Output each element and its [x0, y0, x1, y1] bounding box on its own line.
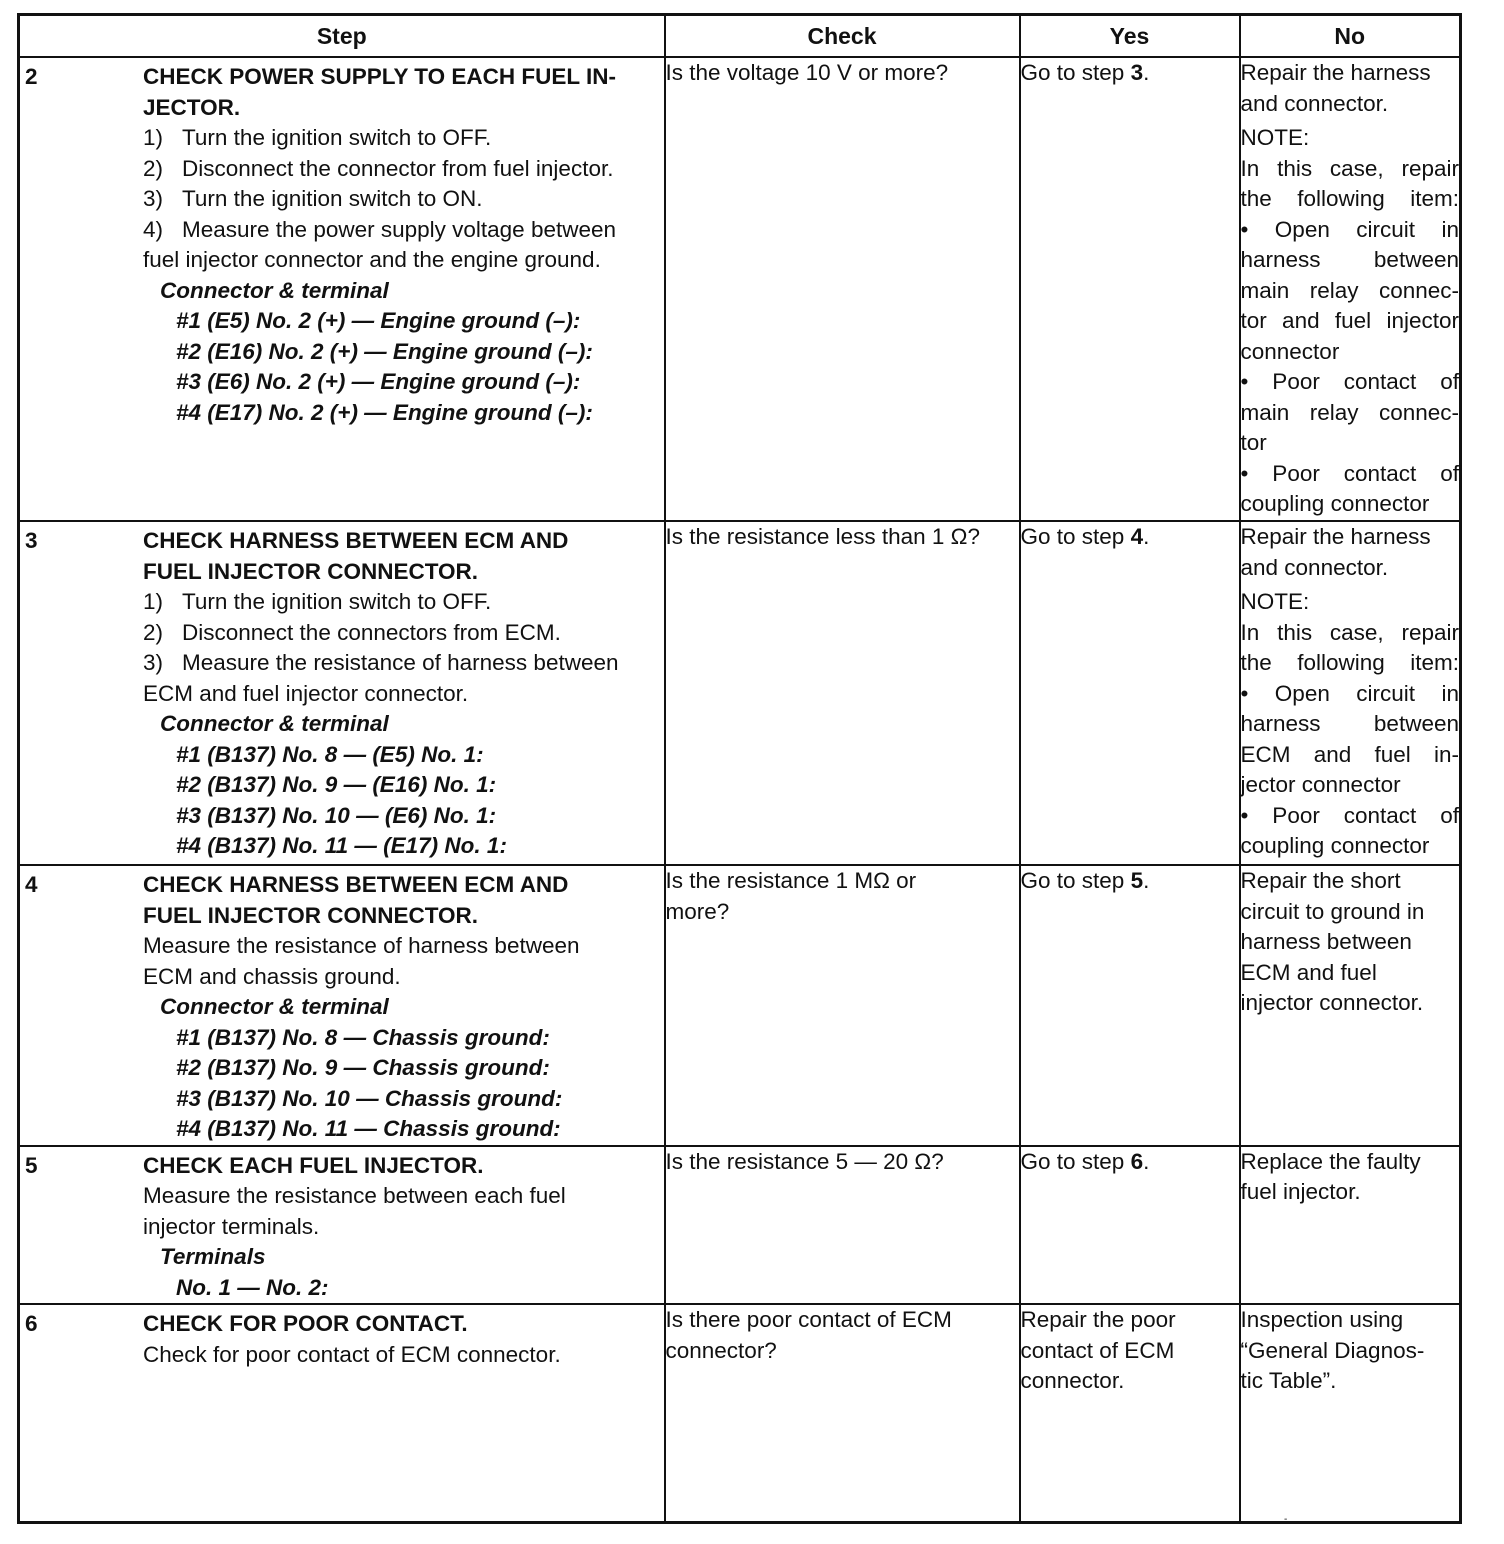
step-subheading: Connector & terminal — [160, 277, 389, 303]
check-line: Is the resistance 1 MΩ or — [665, 868, 917, 893]
no-cell — [1240, 1304, 1461, 1522]
no-text: Repair the short — [1240, 868, 1401, 893]
step-cell — [19, 1304, 665, 1522]
no-text: Repair the harness — [1240, 60, 1431, 85]
step-subheading: Connector & terminal — [160, 711, 389, 736]
terminal-line: #2 (B137) No. 9 — Chassis ground: — [176, 1055, 550, 1080]
check-line: Is there poor contact of ECM — [665, 1307, 952, 1332]
note-line: the following item: — [1240, 650, 1459, 675]
yes-cell — [1020, 1304, 1240, 1522]
table-row — [19, 1304, 1461, 1522]
step-text: injector terminals. — [143, 1213, 320, 1239]
yes-cell: Go to step 3. — [1020, 57, 1240, 521]
step-title: CHECK EACH FUEL INJECTOR. — [143, 1152, 484, 1178]
note-line: • Poor contact of — [1240, 369, 1459, 394]
table-row — [19, 57, 1461, 521]
yes-line: Repair the poor — [1020, 1307, 1176, 1332]
header-check: Check — [665, 15, 1020, 58]
yes-cell: Go to step 4. — [1020, 521, 1240, 865]
note-line: the following item: — [1240, 186, 1459, 211]
header-yes: Yes — [1020, 15, 1240, 58]
note-line: coupling connector — [1240, 833, 1430, 858]
note-line: tor — [1240, 430, 1267, 455]
step-action: 3) Measure the resistance of harness between — [143, 650, 619, 675]
note-line: main relay connec- — [1240, 277, 1459, 303]
step-number: 3 — [25, 528, 38, 553]
yes-line: connector. — [1020, 1368, 1125, 1393]
step-number: 4 — [25, 872, 38, 897]
note-line: In this case, repair — [1240, 619, 1459, 645]
yes-cell: Go to step 6. — [1020, 1146, 1240, 1305]
check-cell: Is the voltage 10 V or more? — [665, 57, 1020, 521]
note-line: jector connector — [1240, 772, 1401, 797]
note-line: • Poor contact of — [1240, 802, 1459, 828]
no-text: circuit to ground in — [1240, 898, 1425, 924]
check-cell: Is the resistance less than 1 Ω? — [665, 521, 1020, 865]
note-line: main relay connec- — [1240, 399, 1459, 425]
check-cell — [665, 1304, 1020, 1522]
step-subheading: Connector & terminal — [160, 994, 389, 1019]
step-title: FUEL INJECTOR CONNECTOR. — [143, 902, 479, 928]
terminal-line: #4 (B137) No. 11 — (E17) No. 1: — [176, 833, 507, 858]
note-line: harness between — [1240, 247, 1459, 272]
note-block — [1241, 587, 1460, 862]
step-number: 2 — [25, 64, 38, 89]
table-row — [19, 1146, 1461, 1305]
note-line: • Poor contact of — [1240, 460, 1459, 486]
yes-line: contact of ECM — [1020, 1337, 1175, 1363]
terminal-line: No. 1 — No. 2: — [176, 1274, 329, 1300]
note-line: • Open circuit in — [1240, 680, 1459, 706]
step-number: 5 — [25, 1152, 38, 1178]
terminal-line: #1 (E5) No. 2 (+) — Engine ground (–): — [176, 308, 581, 333]
step-cell — [19, 521, 665, 865]
step-text: Measure the resistance between each fuel — [143, 1183, 566, 1208]
no-text: and connector. — [1240, 554, 1389, 580]
terminal-line: #4 (B137) No. 11 — Chassis ground: — [176, 1116, 561, 1141]
terminal-line: #4 (E17) No. 2 (+) — Engine ground (–): — [176, 399, 593, 425]
check-cell: Is the resistance 5 — 20 Ω? — [665, 1146, 1020, 1305]
check-line: more? — [665, 898, 730, 924]
no-text: injector connector. — [1240, 990, 1424, 1015]
terminal-line: #3 (E6) No. 2 (+) — Engine ground (–): — [176, 369, 581, 394]
no-text: Inspection using — [1240, 1307, 1404, 1332]
terminal-line: #2 (E16) No. 2 (+) — Engine ground (–): — [176, 338, 593, 364]
no-text: Replace the faulty — [1240, 1148, 1421, 1174]
step-action: 3) Turn the ignition switch to ON. — [143, 186, 483, 211]
note-block — [1241, 123, 1460, 520]
note-line: harness between — [1240, 711, 1459, 736]
note-line: • Open circuit in — [1240, 216, 1459, 242]
table-row — [19, 521, 1461, 865]
header-step: Step — [19, 15, 665, 58]
no-text: “General Diagnos- — [1240, 1337, 1425, 1363]
diagnostic-table — [17, 13, 1462, 1524]
note-label: NOTE: — [1240, 125, 1310, 150]
no-cell — [1240, 865, 1461, 1146]
no-cell — [1240, 57, 1461, 521]
terminal-line: #3 (B137) No. 10 — Chassis ground: — [176, 1085, 563, 1111]
note-line: ECM and fuel in- — [1240, 741, 1459, 767]
no-cell — [1240, 521, 1461, 865]
step-cell — [19, 1146, 665, 1305]
step-text: Measure the resistance of harness between — [143, 933, 580, 958]
step-text: Check for poor contact of ECM connector. — [143, 1341, 561, 1367]
note-line: In this case, repair — [1240, 155, 1459, 181]
step-action: 1) Turn the ignition switch to OFF. — [143, 589, 492, 614]
step-cell — [19, 57, 665, 521]
table-header-row — [19, 15, 1461, 58]
step-title: JECTOR. — [143, 94, 241, 120]
footer-mark: - — [1284, 1514, 1288, 1525]
terminal-line: #1 (B137) No. 8 — Chassis ground: — [176, 1024, 550, 1050]
no-text: tic Table”. — [1240, 1368, 1337, 1393]
check-cell — [665, 865, 1020, 1146]
step-cell — [19, 865, 665, 1146]
step-text: fuel injector connector and the engine ground. — [143, 247, 601, 272]
step-action: 4) Measure the power supply voltage between — [143, 216, 617, 242]
step-action: 1) Turn the ignition switch to OFF. — [143, 125, 492, 150]
step-text: ECM and fuel injector connector. — [143, 680, 469, 706]
note-label: NOTE: — [1240, 589, 1310, 614]
yes-cell: Go to step 5. — [1020, 865, 1240, 1146]
terminal-line: #1 (B137) No. 8 — (E5) No. 1: — [176, 741, 484, 767]
no-text: fuel injector. — [1240, 1179, 1361, 1204]
step-number: 6 — [25, 1311, 38, 1336]
step-title: CHECK HARNESS BETWEEN ECM AND — [143, 528, 569, 553]
note-line: coupling connector — [1240, 491, 1430, 516]
step-title: CHECK HARNESS BETWEEN ECM AND — [143, 872, 569, 897]
no-text: ECM and fuel — [1240, 959, 1377, 985]
step-action: 2) Disconnect the connector from fuel injector. — [143, 155, 614, 181]
step-title: CHECK FOR POOR CONTACT. — [143, 1311, 468, 1336]
terminal-line: #3 (B137) No. 10 — (E6) No. 1: — [176, 802, 497, 828]
no-cell — [1240, 1146, 1461, 1305]
no-text: Repair the harness — [1240, 524, 1431, 549]
terminal-line: #2 (B137) No. 9 — (E16) No. 1: — [176, 772, 497, 797]
header-no: No — [1240, 15, 1461, 58]
step-subheading: Terminals — [160, 1244, 266, 1269]
no-text: and connector. — [1240, 90, 1389, 116]
step-title: CHECK POWER SUPPLY TO EACH FUEL IN- — [143, 64, 616, 89]
step-text: ECM and chassis ground. — [143, 963, 401, 989]
note-line: connector — [1240, 338, 1340, 364]
step-action: 2) Disconnect the connectors from ECM. — [143, 619, 561, 645]
no-text: harness between — [1240, 929, 1412, 954]
check-line: connector? — [665, 1337, 777, 1363]
note-line: tor and fuel injector — [1240, 308, 1459, 333]
table-row — [19, 865, 1461, 1146]
step-title: FUEL INJECTOR CONNECTOR. — [143, 558, 479, 584]
